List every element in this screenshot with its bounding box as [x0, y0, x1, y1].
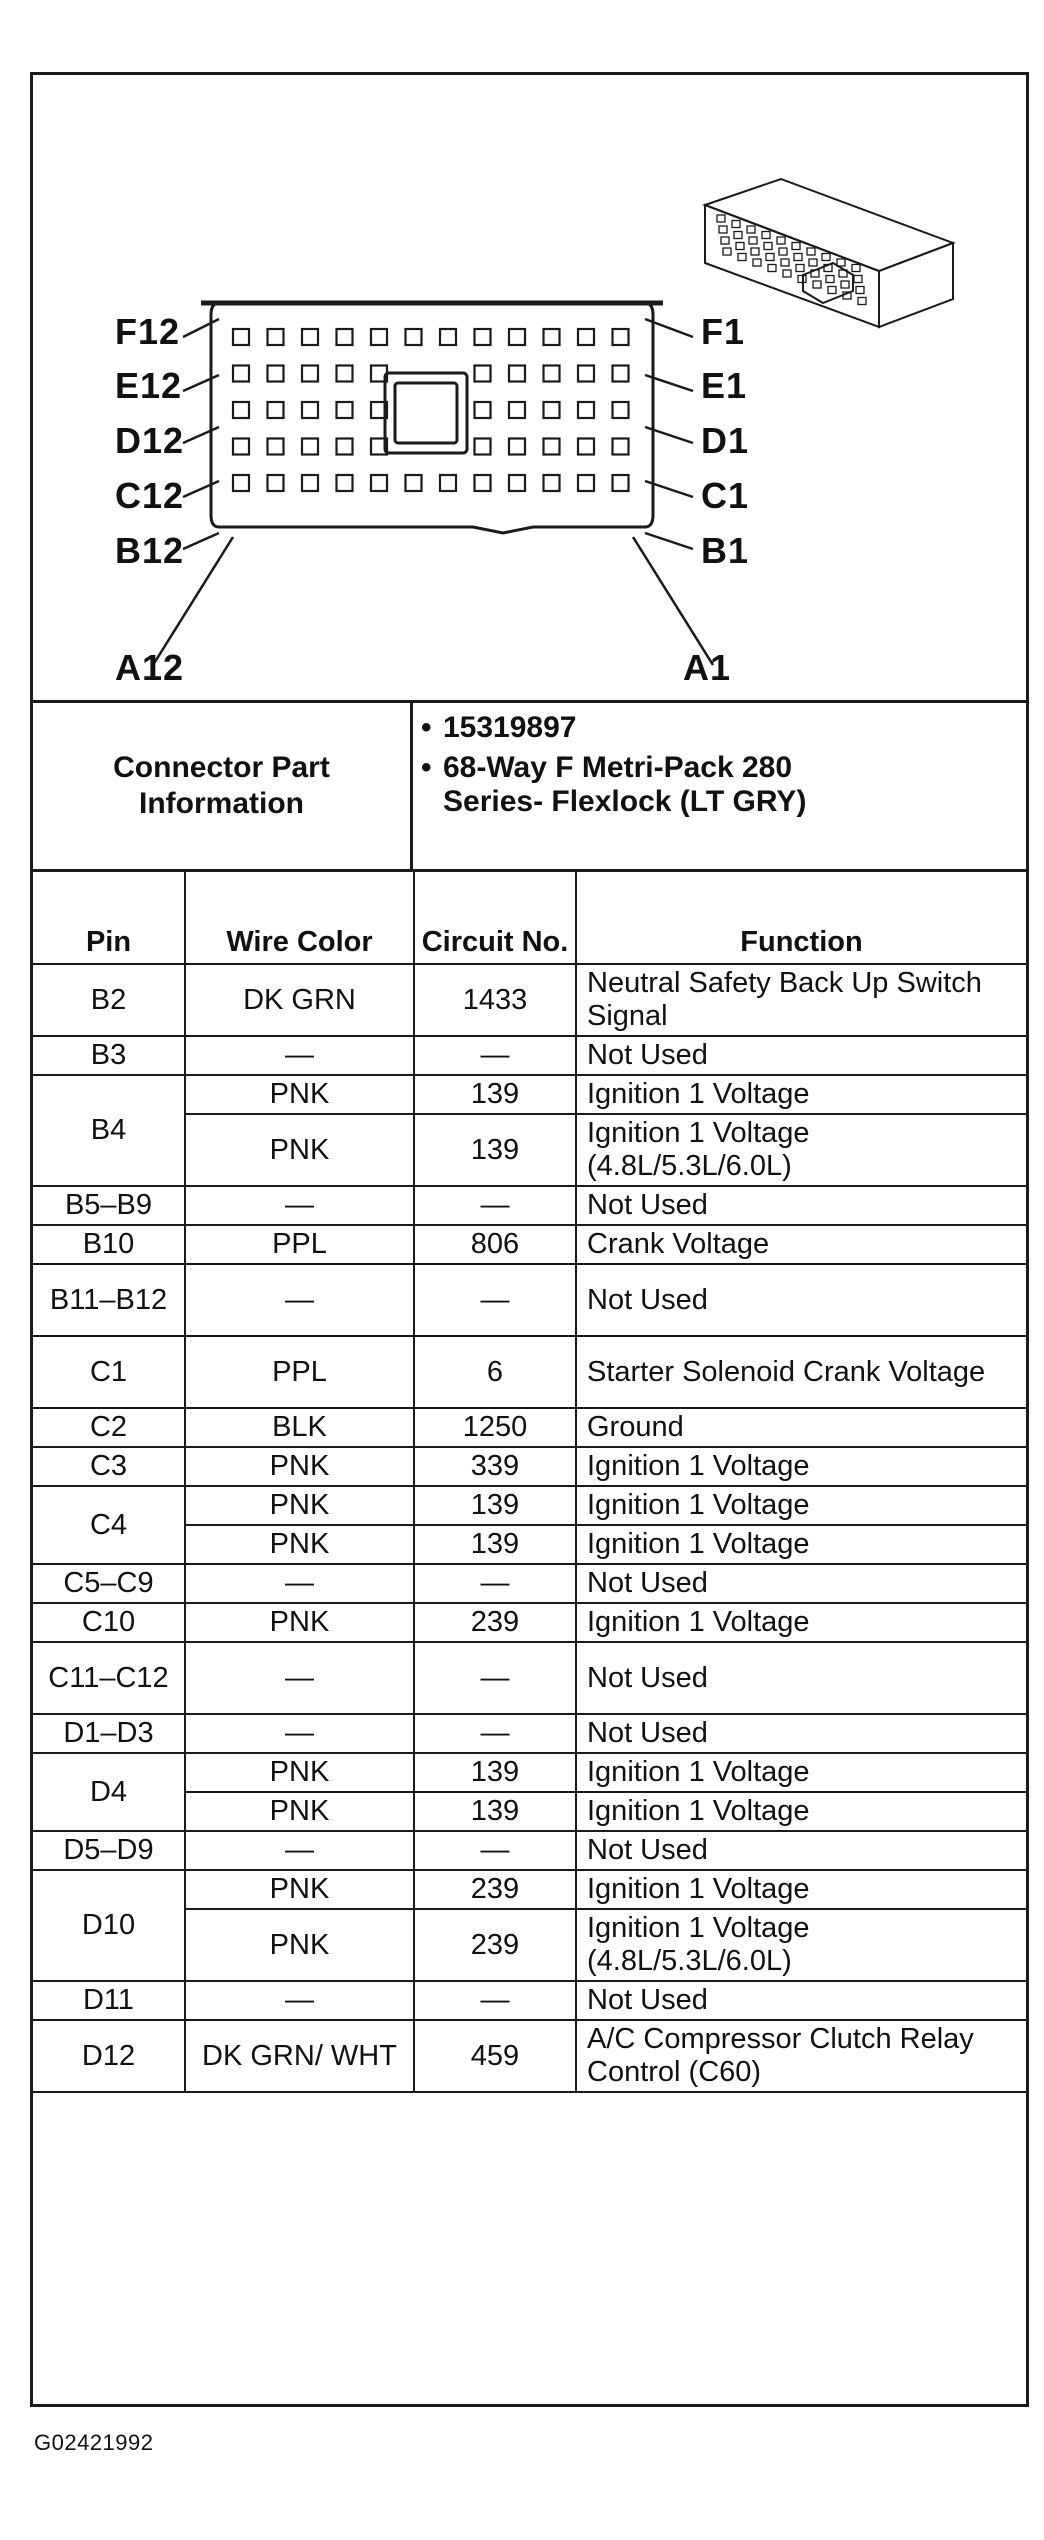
- pin-cavity: [268, 439, 284, 455]
- pin-cavity: [578, 366, 594, 382]
- pin-cavity: [233, 329, 249, 345]
- function-cell: Not Used: [576, 1981, 1026, 2020]
- pin-label-c1: C1: [701, 475, 750, 516]
- pin-cavity: [544, 439, 560, 455]
- pin-cavity: [440, 475, 456, 491]
- pin-cavity: [337, 402, 353, 418]
- table-row: [33, 1447, 1026, 1486]
- pin-cavity: [613, 475, 629, 491]
- pin-cavity: [475, 402, 491, 418]
- circuit-cell: 339: [414, 1447, 576, 1486]
- circuit-cell: —: [414, 1186, 576, 1225]
- pin-cell: C11–C12: [33, 1642, 185, 1714]
- iso-cavity: [719, 226, 727, 233]
- pin-label-e1: E1: [701, 365, 748, 406]
- iso-body-side: [879, 243, 953, 327]
- table-row: [33, 1225, 1026, 1264]
- wire-color-cell: PNK: [185, 1753, 414, 1792]
- connector-part-information: [33, 700, 1026, 872]
- iso-cavity: [751, 248, 759, 255]
- iso-cavity: [837, 259, 845, 266]
- table-row: [33, 1036, 1026, 1075]
- pin-cell: C1: [33, 1336, 185, 1408]
- pin-cavity: [337, 366, 353, 382]
- leader-line: [183, 319, 219, 337]
- function-cell: Ignition 1 Voltage: [576, 1603, 1026, 1642]
- pin-label-a1: A1: [683, 647, 732, 688]
- pin-label-a12: A12: [115, 647, 185, 688]
- iso-cavity: [779, 248, 787, 255]
- pin-cavity: [475, 366, 491, 382]
- circuit-cell: —: [414, 1714, 576, 1753]
- table-row: [33, 1981, 1026, 2020]
- wire-color-cell: —: [185, 1981, 414, 2020]
- table-row: [33, 1714, 1026, 1753]
- iso-cavity: [734, 232, 742, 239]
- iso-cavity: [768, 265, 776, 272]
- connector-sheet: [30, 72, 1029, 2407]
- table-row: [33, 1486, 1026, 1525]
- function-cell: Not Used: [576, 1264, 1026, 1336]
- pinout-table-body: [33, 964, 1026, 2092]
- pin-label-f12: F12: [115, 311, 181, 352]
- pinout-table: [33, 872, 1026, 2093]
- pin-cell: C2: [33, 1408, 185, 1447]
- pin-cavity: [509, 366, 525, 382]
- function-cell: Ignition 1 Voltage: [576, 1525, 1026, 1564]
- pin-cavity: [475, 439, 491, 455]
- pin-cavity: [268, 329, 284, 345]
- iso-cavity: [777, 237, 785, 244]
- pin-cavity: [268, 475, 284, 491]
- circuit-cell: 139: [414, 1486, 576, 1525]
- pin-cell: B10: [33, 1225, 185, 1264]
- pin-cavity: [233, 402, 249, 418]
- function-cell: Starter Solenoid Crank Voltage: [576, 1336, 1026, 1408]
- pin-cell: C4: [33, 1486, 185, 1564]
- circuit-cell: 459: [414, 2020, 576, 2092]
- wire-color-cell: —: [185, 1186, 414, 1225]
- iso-cavity: [807, 248, 815, 255]
- pin-cavity: [302, 402, 318, 418]
- wire-color-cell: DK GRN: [185, 964, 414, 1036]
- circuit-cell: —: [414, 1981, 576, 2020]
- circuit-cell: 239: [414, 1603, 576, 1642]
- pin-cavity: [406, 329, 422, 345]
- iso-cavity: [796, 265, 804, 272]
- pin-cavity: [302, 366, 318, 382]
- table-row: [33, 1186, 1026, 1225]
- circuit-cell: 139: [414, 1753, 576, 1792]
- pin-cavity: [613, 439, 629, 455]
- circuit-cell: 139: [414, 1114, 576, 1186]
- leader-line: [183, 427, 219, 443]
- iso-cavity: [762, 232, 770, 239]
- pin-cavity: [233, 475, 249, 491]
- pin-label-d12: D12: [115, 420, 185, 461]
- table-row: [33, 964, 1026, 1036]
- iso-cavity: [732, 221, 740, 228]
- circuit-cell: —: [414, 1564, 576, 1603]
- pin-cavity: [337, 329, 353, 345]
- iso-cavity: [856, 287, 864, 294]
- table-row: [33, 1753, 1026, 1792]
- circuit-cell: 139: [414, 1792, 576, 1831]
- table-row: [33, 1264, 1026, 1336]
- circuit-cell: —: [414, 1264, 576, 1336]
- pin-cell: D11: [33, 1981, 185, 2020]
- pin-cavity: [337, 439, 353, 455]
- pin-cavity: [302, 439, 318, 455]
- function-cell: Neutral Safety Back Up Switch Signal: [576, 964, 1026, 1036]
- wire-color-cell: —: [185, 1831, 414, 1870]
- iso-cavity: [738, 254, 746, 261]
- pin-cell: B3: [33, 1036, 185, 1075]
- connector-face: [201, 303, 663, 533]
- wire-color-cell: —: [185, 1036, 414, 1075]
- header-circuit-no: Circuit No.: [414, 872, 576, 964]
- pin-cavity: [233, 366, 249, 382]
- circuit-cell: —: [414, 1036, 576, 1075]
- wire-color-cell: —: [185, 1714, 414, 1753]
- pin-label-e12: E12: [115, 365, 183, 406]
- function-cell: Ignition 1 Voltage: [576, 1447, 1026, 1486]
- wire-color-cell: PPL: [185, 1225, 414, 1264]
- function-cell: A/C Compressor Clutch Relay Control (C60): [576, 2020, 1026, 2092]
- pin-cell: B5–B9: [33, 1186, 185, 1225]
- function-cell: Ignition 1 Voltage (4.8L/5.3L/6.0L): [576, 1909, 1026, 1981]
- function-cell: Ignition 1 Voltage (4.8L/5.3L/6.0L): [576, 1114, 1026, 1186]
- pin-cell: C3: [33, 1447, 185, 1486]
- wire-color-cell: PNK: [185, 1909, 414, 1981]
- pin-cell: D1–D3: [33, 1714, 185, 1753]
- pin-cavity: [509, 329, 525, 345]
- pin-cavity: [337, 475, 353, 491]
- pin-cavity: [406, 475, 422, 491]
- pin-cavity: [233, 439, 249, 455]
- pin-cavity: [371, 475, 387, 491]
- circuit-cell: 239: [414, 1870, 576, 1909]
- pin-cavity: [544, 475, 560, 491]
- table-row: [33, 1564, 1026, 1603]
- iso-cavity: [794, 254, 802, 261]
- pin-cavity: [613, 329, 629, 345]
- pin-cavity: [475, 329, 491, 345]
- pin-cell: D5–D9: [33, 1831, 185, 1870]
- iso-cavity: [736, 243, 744, 250]
- pin-label-b1: B1: [701, 530, 750, 571]
- pin-cell: C10: [33, 1603, 185, 1642]
- iso-cavity: [764, 243, 772, 250]
- wire-color-cell: PNK: [185, 1486, 414, 1525]
- pin-cavity: [509, 439, 525, 455]
- pin-cavity: [440, 329, 456, 345]
- circuit-cell: —: [414, 1831, 576, 1870]
- function-cell: Ignition 1 Voltage: [576, 1075, 1026, 1114]
- pin-cell: B11–B12: [33, 1264, 185, 1336]
- pin-label-c12: C12: [115, 475, 185, 516]
- pin-cavity: [544, 329, 560, 345]
- wire-color-cell: PNK: [185, 1114, 414, 1186]
- pin-cavity: [578, 329, 594, 345]
- table-row: [33, 1603, 1026, 1642]
- function-cell: Ignition 1 Voltage: [576, 1870, 1026, 1909]
- circuit-cell: 239: [414, 1909, 576, 1981]
- circuit-cell: —: [414, 1642, 576, 1714]
- pin-cavity: [371, 329, 387, 345]
- iso-cavity: [858, 298, 866, 305]
- circuit-cell: 6: [414, 1336, 576, 1408]
- pin-cavity: [544, 402, 560, 418]
- iso-cavity: [826, 276, 834, 283]
- wire-color-cell: —: [185, 1564, 414, 1603]
- function-cell: Not Used: [576, 1642, 1026, 1714]
- iso-cavity: [783, 270, 791, 277]
- connector-info-list: [413, 711, 1013, 825]
- iso-cavity: [813, 281, 821, 288]
- wire-color-cell: —: [185, 1264, 414, 1336]
- pin-cavity: [302, 329, 318, 345]
- pin-cavity: [613, 366, 629, 382]
- connector-diagram: [33, 75, 1026, 700]
- pin-cell: D10: [33, 1870, 185, 1981]
- iso-cavity: [822, 254, 830, 261]
- function-cell: Ignition 1 Voltage: [576, 1792, 1026, 1831]
- iso-cavity: [828, 287, 836, 294]
- wire-color-cell: PNK: [185, 1792, 414, 1831]
- pin-cell: B4: [33, 1075, 185, 1186]
- table-row: [33, 1831, 1026, 1870]
- wire-color-cell: PNK: [185, 1603, 414, 1642]
- iso-cavity: [854, 276, 862, 283]
- function-cell: Not Used: [576, 1564, 1026, 1603]
- pin-cell: B2: [33, 964, 185, 1036]
- pin-label-d1: D1: [701, 420, 750, 461]
- wire-color-cell: PPL: [185, 1336, 414, 1408]
- wire-color-cell: BLK: [185, 1408, 414, 1447]
- iso-cavities: [717, 215, 866, 305]
- pin-cell: D12: [33, 2020, 185, 2092]
- pin-label-b12: B12: [115, 530, 185, 571]
- function-cell: Ground: [576, 1408, 1026, 1447]
- iso-cavity: [747, 226, 755, 233]
- pin-cavity: [268, 366, 284, 382]
- iso-cavity: [766, 254, 774, 261]
- circuit-cell: 1250: [414, 1408, 576, 1447]
- pin-cavity: [578, 402, 594, 418]
- iso-cavity: [723, 248, 731, 255]
- wire-color-cell: PNK: [185, 1525, 414, 1564]
- connector-part-number: • 15319897: [413, 711, 1013, 745]
- table-row: [33, 1075, 1026, 1114]
- header-pin: Pin: [33, 872, 185, 964]
- leader-line: [183, 375, 219, 391]
- circuit-cell: 139: [414, 1075, 576, 1114]
- function-cell: Ignition 1 Voltage: [576, 1753, 1026, 1792]
- iso-cavity: [721, 237, 729, 244]
- iso-cavity: [809, 259, 817, 266]
- pin-cavity: [268, 402, 284, 418]
- figure-code: G02421992: [34, 2430, 154, 2455]
- circuit-cell: 806: [414, 1225, 576, 1264]
- wire-color-cell: DK GRN/ WHT: [185, 2020, 414, 2092]
- table-row: [33, 1408, 1026, 1447]
- table-header-row: [33, 872, 1026, 964]
- function-cell: Not Used: [576, 1036, 1026, 1075]
- pin-cavity: [544, 366, 560, 382]
- wire-color-cell: PNK: [185, 1075, 414, 1114]
- pin-cavity: [509, 475, 525, 491]
- function-cell: Not Used: [576, 1831, 1026, 1870]
- table-row: [33, 2020, 1026, 2092]
- pin-cavity: [509, 402, 525, 418]
- header-function: Function: [576, 872, 1026, 964]
- connector-info-title: Connector Part Information: [33, 703, 413, 869]
- table-row: [33, 1870, 1026, 1909]
- wire-color-cell: PNK: [185, 1870, 414, 1909]
- iso-body-front: [705, 205, 879, 327]
- center-latch: [385, 373, 467, 453]
- pin-cavity: [578, 475, 594, 491]
- pin-cavity: [475, 475, 491, 491]
- leader-line: [183, 481, 219, 497]
- connector-isometric-view: [705, 179, 953, 327]
- pin-cavity: [578, 439, 594, 455]
- leader-line: [183, 533, 219, 549]
- circuit-cell: 139: [414, 1525, 576, 1564]
- pin-cavity: [302, 475, 318, 491]
- header-wire-color: Wire Color: [185, 872, 414, 964]
- wire-color-cell: —: [185, 1642, 414, 1714]
- iso-cavity: [841, 281, 849, 288]
- pin-cell: D4: [33, 1753, 185, 1831]
- table-row: [33, 1336, 1026, 1408]
- center-latch-inner: [395, 383, 457, 443]
- iso-cavity: [717, 215, 725, 222]
- function-cell: Crank Voltage: [576, 1225, 1026, 1264]
- iso-cavity: [781, 259, 789, 266]
- function-cell: Not Used: [576, 1186, 1026, 1225]
- iso-cavity: [753, 259, 761, 266]
- leader-line: [645, 533, 693, 549]
- pin-cavity: [613, 402, 629, 418]
- connector-description: • 68-Way F Metri-Pack 280 Series- Flexlock (LT GRY): [413, 751, 863, 819]
- iso-cavity: [749, 237, 757, 244]
- pin-label-f1: F1: [701, 311, 746, 352]
- circuit-cell: 1433: [414, 964, 576, 1036]
- wire-color-cell: PNK: [185, 1447, 414, 1486]
- iso-cavity: [852, 265, 860, 272]
- iso-cavity: [792, 243, 800, 250]
- function-cell: Ignition 1 Voltage: [576, 1486, 1026, 1525]
- function-cell: Not Used: [576, 1714, 1026, 1753]
- pin-cell: C5–C9: [33, 1564, 185, 1603]
- cavity-grid: [233, 329, 629, 491]
- table-row: [33, 1642, 1026, 1714]
